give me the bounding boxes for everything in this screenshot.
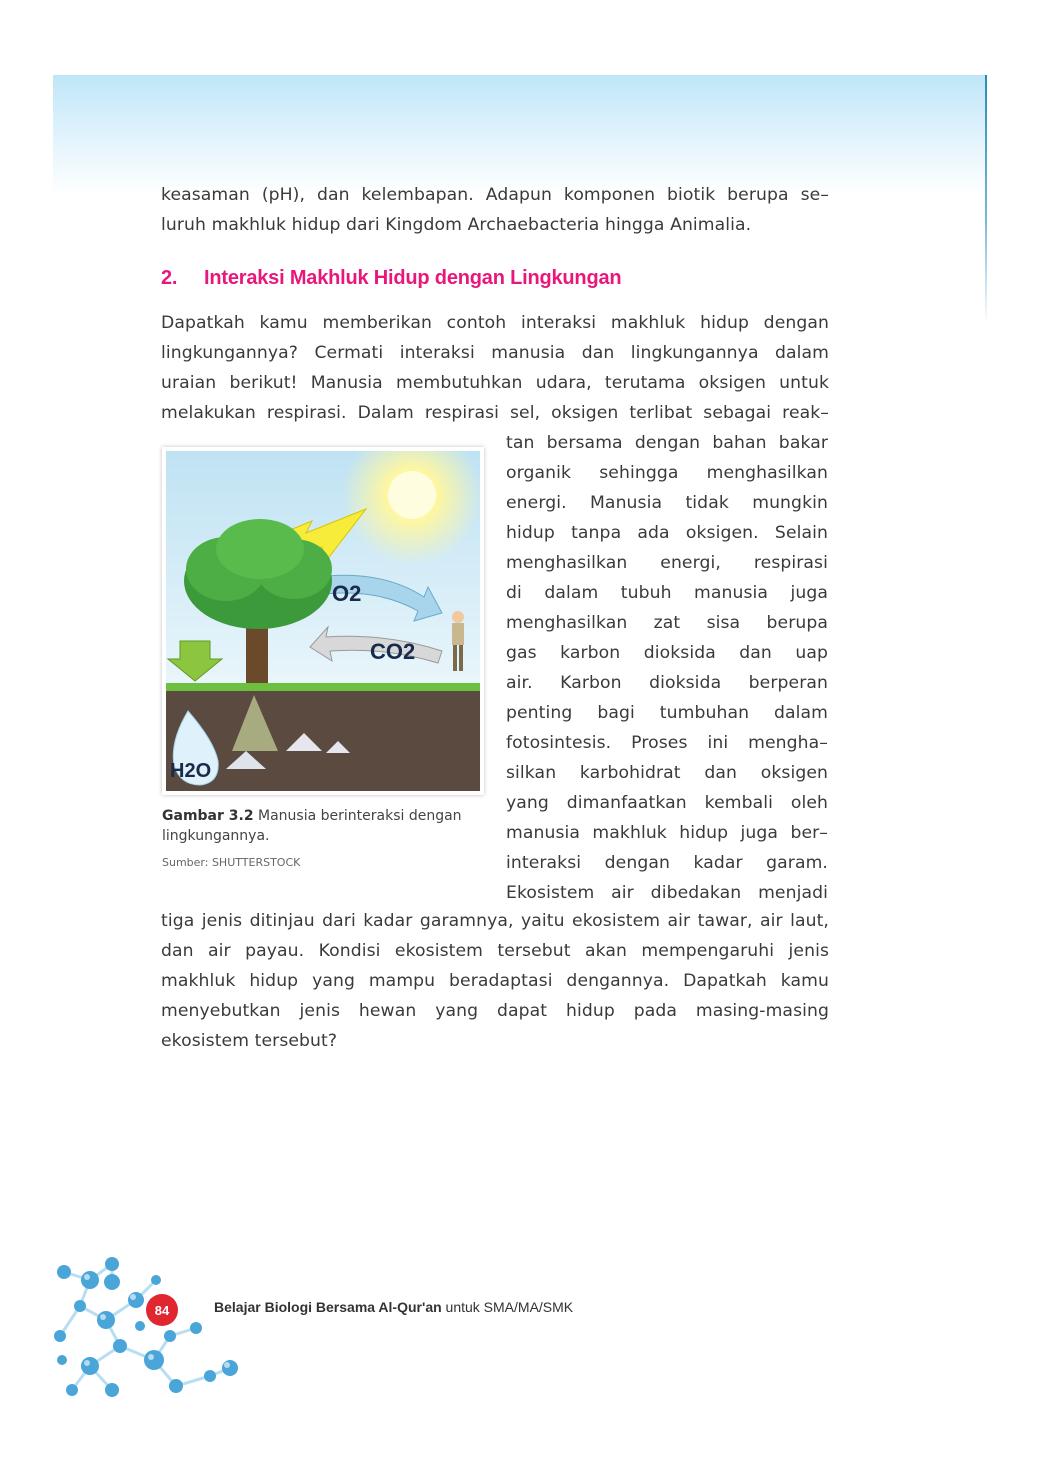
o2-label: O2 <box>332 581 362 606</box>
text-line: fotosintesis. Proses ini mengha– <box>506 733 828 753</box>
page-edge-line <box>985 75 987 325</box>
caption-label: Gambar 3.2 <box>162 808 254 824</box>
text-line: di dalam tubuh manusia juga <box>506 583 828 603</box>
text-line: hidup tanpa ada oksigen. Selain <box>506 523 828 543</box>
text-line: keasaman (pH), dan kelembapan. Adapun komponen biotik berupa se– <box>161 185 829 205</box>
section-number: 2. <box>161 267 178 289</box>
text-line: ekosistem tersebut? <box>161 1031 338 1051</box>
text-line: organik sehingga menghasilkan <box>506 463 828 483</box>
section-heading <box>161 267 621 290</box>
figure-illustration <box>162 447 484 795</box>
caption-text: Manusia berinteraksi dengan lingkungannya. <box>162 808 462 844</box>
text-line: uraian berikut! Manusia membutuhkan udara, terutama oksigen untuk <box>161 373 829 393</box>
text-line: menghasilkan zat sisa berupa <box>506 613 828 633</box>
page-number-badge: 84 <box>146 1294 178 1326</box>
co2-label: CO2 <box>370 639 416 664</box>
text-line: yang dimanfaatkan kembali oleh <box>506 793 828 813</box>
text-line: luruh makhluk hidup dari Kingdom Archaebacteria hingga Animalia. <box>161 215 752 235</box>
text-line: silkan karbohidrat dan oksigen <box>506 763 828 783</box>
molecule-decoration-icon <box>50 1250 250 1410</box>
header-band <box>53 75 986 195</box>
text-line: menghasilkan energi, respirasi <box>506 553 828 573</box>
figure-source: Sumber: SHUTTERSTOCK <box>162 856 301 869</box>
book-title-bold: Belajar Biologi Bersama Al-Qur'an <box>214 1299 442 1315</box>
wrap-paragraph <box>506 428 828 908</box>
text-line: Ekosistem air dibedakan menjadi <box>506 883 828 903</box>
ecosystem-illustration <box>166 451 480 791</box>
text-line: makhluk hidup yang mampu beradaptasi dengannya. Dapatkah kamu <box>161 971 829 991</box>
text-line: lingkungannya? Cermati interaksi manusia dan lingkungannya dalam <box>161 343 829 363</box>
text-line: tan bersama dengan bahan bakar <box>506 433 828 453</box>
text-line: energi. Manusia tidak mungkin <box>506 493 828 513</box>
text-line: gas karbon dioksida dan uap <box>506 643 828 663</box>
text-line: tiga jenis ditinjau dari kadar garamnya, yaitu ekosistem air tawar, air laut, <box>161 911 829 931</box>
text-line: menyebutkan jenis hewan yang dapat hidup pada masing-masing <box>161 1001 829 1021</box>
section-title: Interaksi Makhluk Hidup dengan Lingkungan <box>204 267 622 289</box>
intro-paragraph <box>161 308 829 428</box>
text-line: Dapatkah kamu memberikan contoh interaksi makhluk hidup dengan <box>161 313 829 333</box>
figure-caption <box>162 806 492 846</box>
text-line: melakukan respirasi. Dalam respirasi sel, oksigen terlibat sebagai reak– <box>161 403 829 423</box>
text-line: dan air payau. Kondisi ekosistem tersebut akan mempengaruhi jenis <box>161 941 829 961</box>
h2o-label: H2O <box>170 760 212 782</box>
text-line: penting bagi tumbuhan dalam <box>506 703 828 723</box>
text-line: interaksi dengan kadar garam. <box>506 853 828 873</box>
bottom-paragraph <box>161 906 829 1056</box>
text-line: manusia makhluk hidup juga ber– <box>506 823 828 843</box>
book-title-footer <box>214 1299 573 1315</box>
top-paragraph <box>161 180 829 240</box>
book-title-rest: untuk SMA/MA/SMK <box>441 1299 574 1315</box>
text-line: air. Karbon dioksida berperan <box>506 673 828 693</box>
